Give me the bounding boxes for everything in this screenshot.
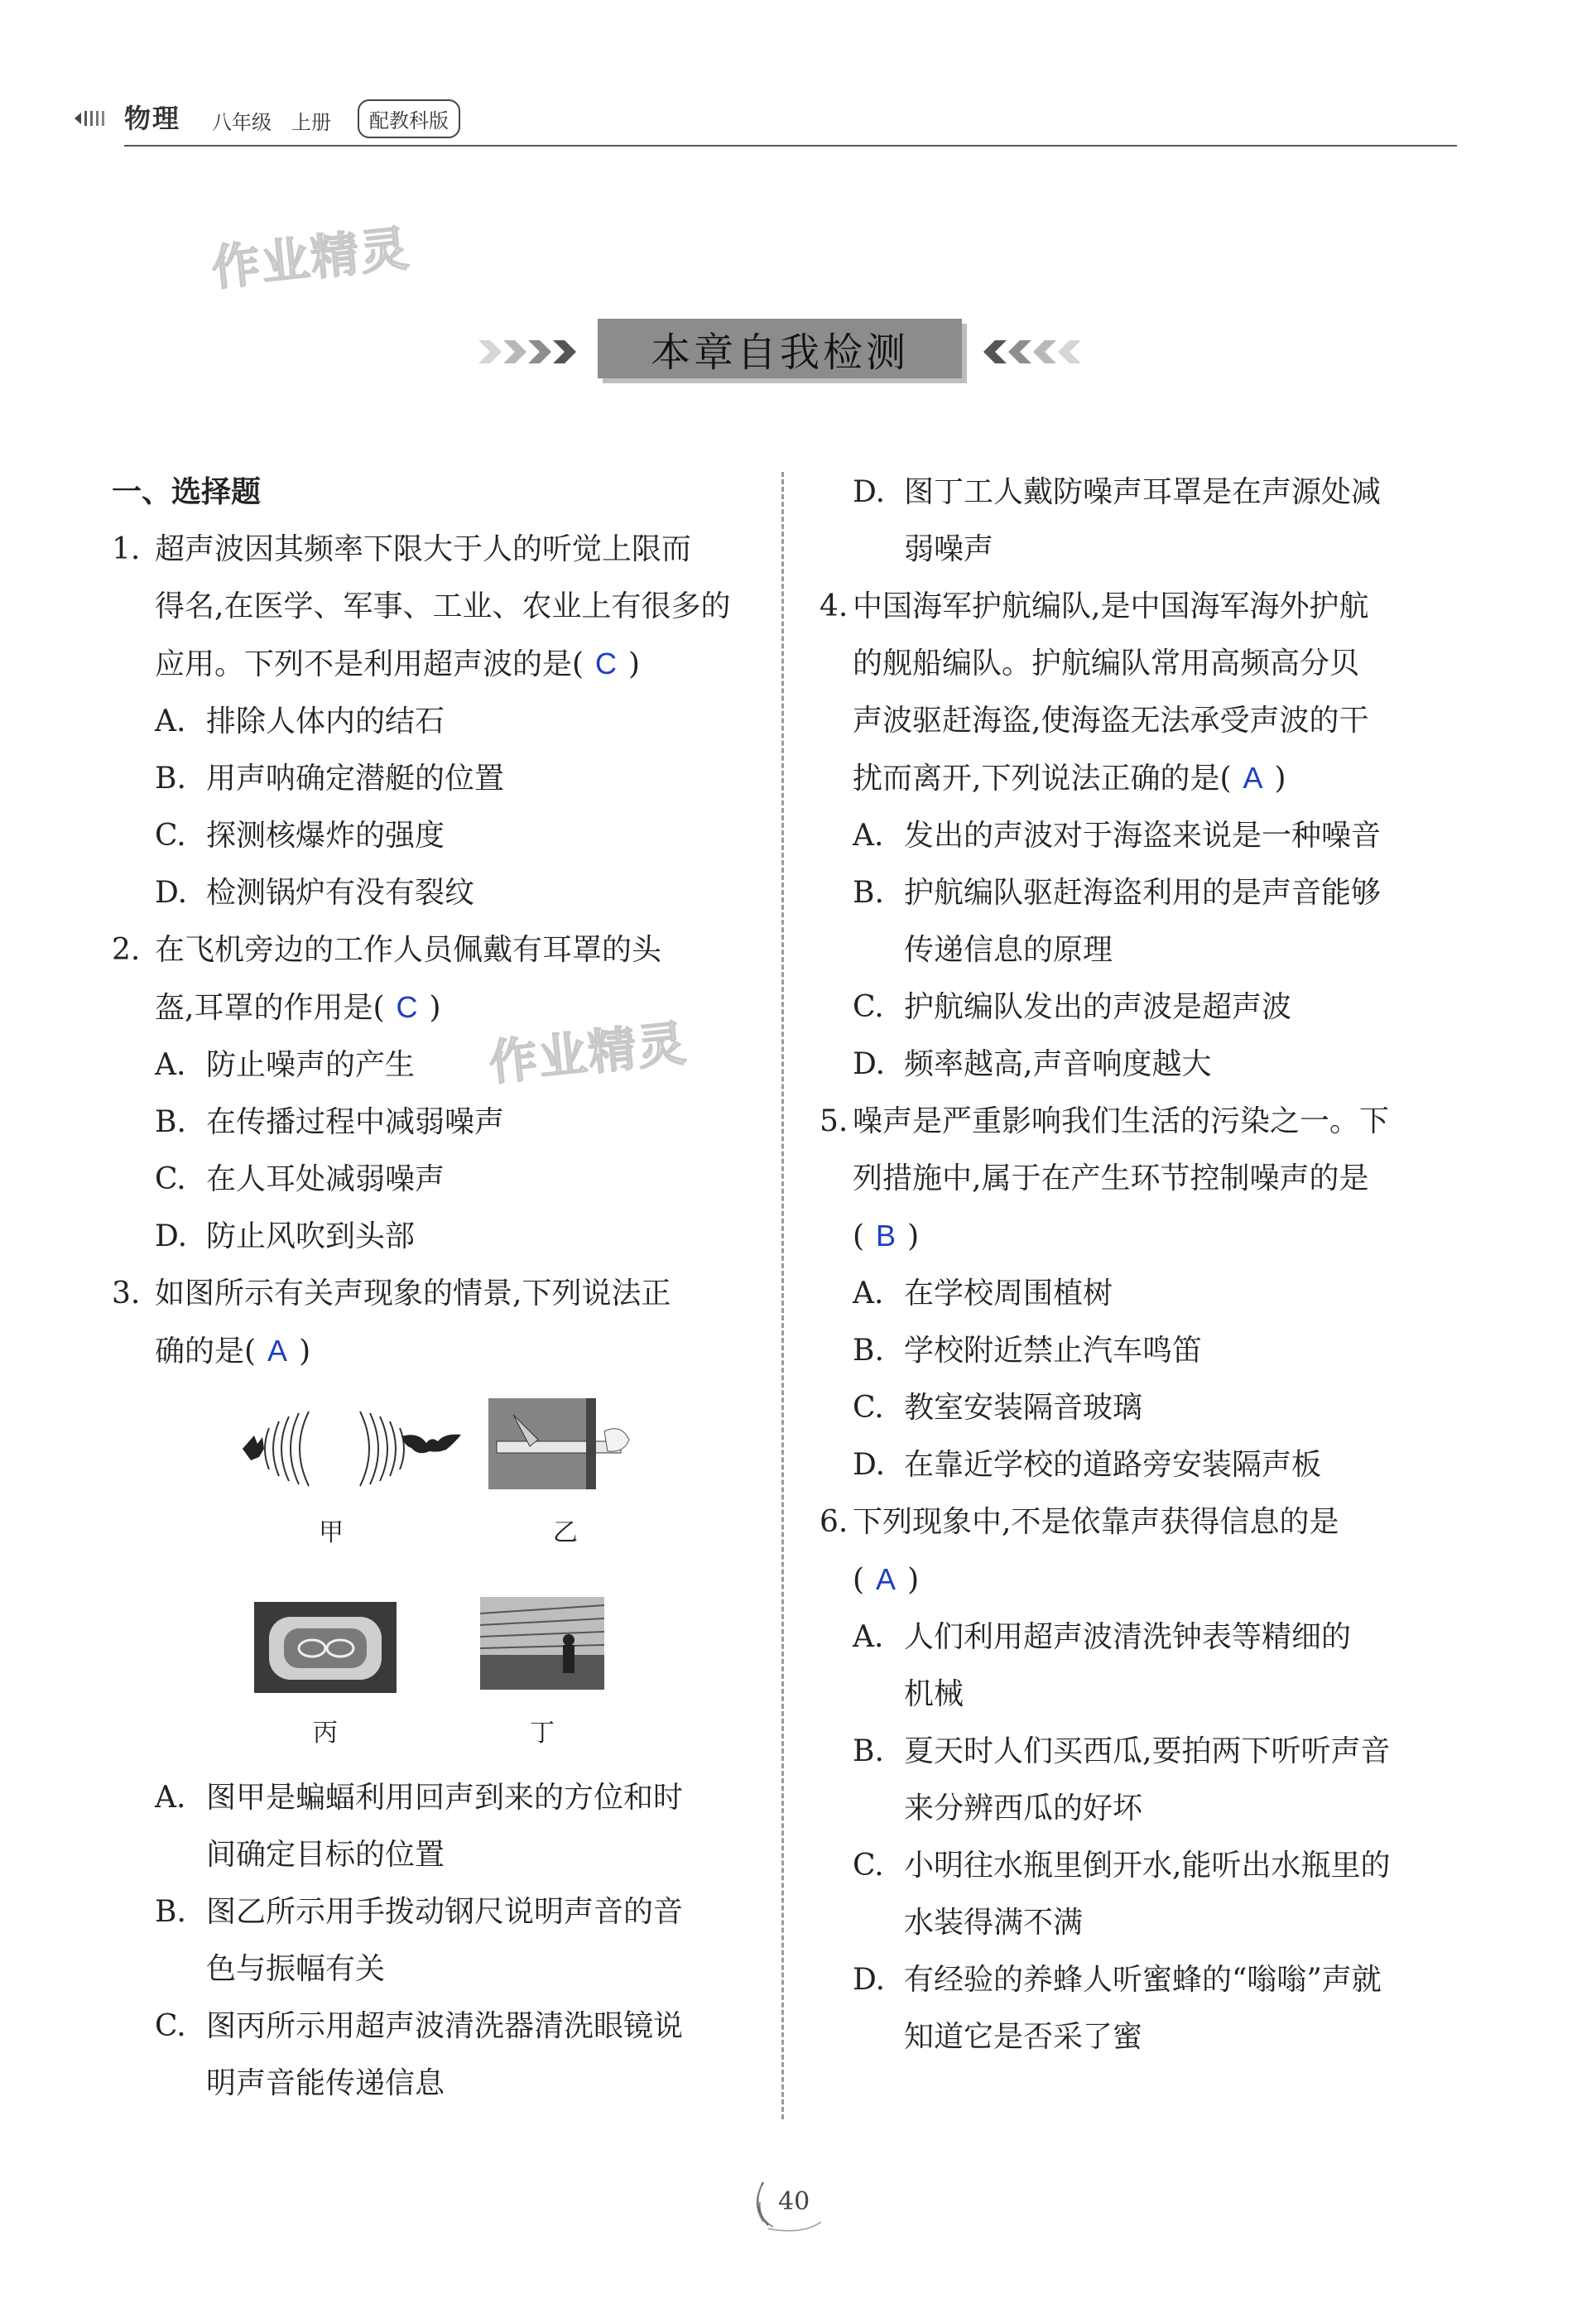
question-stem-line: ( — [853, 1219, 865, 1253]
option-text: 防止风吹到头部 — [206, 1219, 416, 1253]
question-3 — [112, 1265, 757, 1380]
option — [112, 1998, 757, 2112]
figure-caption: 乙 — [553, 1518, 578, 1547]
header-edition: 配教科版 — [358, 99, 460, 138]
header-grade: 八年级 — [212, 111, 272, 134]
option-text: 用声呐确定潜艇的位置 — [206, 762, 505, 796]
option-text: 小明往水瓶里倒开水,能听出水瓶里的 — [904, 1849, 1391, 1883]
option-text: 探测核爆炸的强度 — [206, 819, 445, 853]
option — [112, 1769, 757, 1883]
option-text: 色与振幅有关 — [206, 1952, 386, 1986]
question-5 — [820, 1093, 1482, 1265]
option-text: 夏天时人们买西瓜,要拍两下听听声音 — [904, 1734, 1391, 1768]
question-number: 2. — [112, 933, 141, 967]
answer-mark: C — [396, 990, 418, 1024]
option — [112, 1208, 757, 1265]
watermark: 作业精灵 — [486, 1014, 690, 1092]
option-label: C. — [155, 819, 186, 853]
option-label: A. — [853, 819, 884, 853]
question-number: 1. — [112, 532, 141, 566]
option — [853, 1265, 1482, 1322]
option-text: 频率越高,声音响度越大 — [904, 1047, 1212, 1081]
option — [112, 1036, 757, 1094]
option-text: 在人耳处减弱噪声 — [206, 1162, 445, 1196]
option-label: C. — [853, 1391, 884, 1425]
paren-close: ) — [628, 647, 641, 681]
option-text: 护航编队驱赶海盗利用的是声音能够 — [904, 876, 1382, 910]
option-text: 在传播过程中减弱噪声 — [206, 1105, 505, 1139]
option — [853, 979, 1482, 1036]
option-label: C. — [155, 1162, 186, 1196]
option-label: D. — [853, 1448, 886, 1482]
option-text: 防止噪声的产生 — [206, 1048, 416, 1082]
option-label: B. — [155, 762, 186, 796]
factory-worker-figure — [480, 1597, 604, 1690]
option-text: 学校附近禁止汽车鸣笛 — [904, 1334, 1203, 1368]
figure-caption: 丙 — [313, 1719, 338, 1748]
option — [853, 1436, 1482, 1493]
option-text: 明声音能传递信息 — [206, 2066, 445, 2100]
section-title: 一、选择题 — [112, 475, 262, 509]
question-stem-line: 应用。下列不是利用超声波的是( — [155, 647, 584, 681]
page-number: 40 — [778, 2187, 810, 2216]
option — [112, 864, 757, 921]
option — [112, 1094, 757, 1151]
question-stem-line: 中国海军护航编队,是中国海军海外护航 — [853, 589, 1369, 623]
question-stem-line: ( — [853, 1563, 865, 1597]
option — [853, 1322, 1482, 1379]
header-subject: 物理 — [124, 103, 181, 134]
option-text: 人们利用超声波清洗钟表等精细的 — [904, 1620, 1352, 1654]
option-text: 弱噪声 — [904, 532, 994, 566]
option — [853, 1723, 1482, 1837]
option — [853, 864, 1482, 979]
option-label: A. — [155, 705, 186, 738]
figure-group — [112, 1380, 757, 1769]
option-text: 机械 — [904, 1677, 964, 1711]
question-number: 6. — [820, 1505, 848, 1539]
option-text: 传递信息的原理 — [904, 933, 1113, 967]
figure-caption: 甲 — [319, 1518, 344, 1547]
option-label: D. — [155, 876, 188, 910]
question-stem-line: 在飞机旁边的工作人员佩戴有耳罩的头 — [155, 933, 662, 967]
option-label: A. — [853, 1277, 884, 1310]
option-label: D. — [853, 475, 886, 509]
option-label: B. — [853, 1334, 884, 1368]
header-rule — [124, 145, 1457, 147]
option — [853, 1609, 1482, 1723]
chevrons-left-icon — [982, 335, 1081, 368]
question-6 — [820, 1493, 1482, 1609]
option-label: C. — [853, 1849, 884, 1883]
option — [112, 807, 757, 864]
option — [853, 1837, 1482, 1951]
ultrasonic-cleaner-figure — [254, 1602, 397, 1693]
question-number: 5. — [820, 1104, 848, 1138]
option-text: 检测锅炉有没有裂纹 — [206, 876, 475, 910]
watermark: 作业精灵 — [209, 219, 413, 297]
answer-mark: A — [267, 1334, 288, 1368]
question-stem-line: 得名,在医学、军事、工业、农业上有很多的 — [155, 589, 731, 623]
option-label: B. — [155, 1105, 186, 1139]
option-label: B. — [853, 1734, 884, 1768]
question-stem-line: 超声波因其频率下限大于人的听觉上限而 — [155, 532, 692, 566]
question-number: 4. — [820, 589, 848, 623]
question-stem-line: 的舰船编队。护航编队常用高频高分贝 — [853, 647, 1360, 680]
question-stem-line: 声波驱赶海盗,使海盗无法承受声波的干 — [853, 704, 1369, 738]
chapter-banner — [598, 319, 962, 378]
option-label: A. — [853, 1620, 884, 1654]
figure-caption: 丁 — [530, 1719, 555, 1748]
paren-close: ) — [299, 1335, 311, 1368]
question-1 — [112, 521, 757, 693]
option-label: C. — [853, 990, 884, 1024]
option-text: 排除人体内的结石 — [206, 705, 445, 738]
left-column — [112, 464, 757, 2112]
question-stem-line: 确的是( — [155, 1335, 257, 1368]
question-stem-line: 列措施中,属于在产生环节控制噪声的是 — [853, 1161, 1369, 1195]
paren-close: ) — [1274, 762, 1286, 796]
option — [112, 693, 757, 750]
option-text: 知道它是否采了蜜 — [904, 2020, 1143, 2054]
option-text: 有经验的养蜂人听蜜蜂的“嗡嗡”声就 — [904, 1963, 1382, 1997]
question-4 — [820, 578, 1482, 807]
question-stem-line: 如图所示有关声现象的情景,下列说法正 — [155, 1277, 671, 1310]
option-text: 教室安装隔音玻璃 — [904, 1391, 1143, 1425]
option — [853, 1036, 1482, 1093]
option-text: 图甲是蝙蝠利用回声到来的方位和时 — [206, 1781, 684, 1815]
option-label: A. — [155, 1781, 186, 1815]
question-number: 3. — [112, 1277, 141, 1310]
question-stem-line: 下列现象中,不是依靠声获得信息的是 — [853, 1505, 1339, 1539]
option-label: A. — [155, 1048, 186, 1082]
header-ornament-icon — [73, 106, 109, 131]
option — [853, 1379, 1482, 1436]
header-book: 上册 — [291, 111, 331, 134]
option-label: D. — [155, 1219, 188, 1253]
option-text: 间确定目标的位置 — [206, 1838, 445, 1872]
option — [112, 1883, 757, 1998]
paren-close: ) — [907, 1219, 920, 1253]
option — [853, 807, 1482, 864]
column-divider — [781, 472, 784, 2119]
option-label: B. — [155, 1895, 186, 1929]
option-text: 图乙所示用手拨动钢尺说明声音的音 — [206, 1895, 684, 1929]
option-text: 图丙所示用超声波清洗器清洗眼镜说 — [206, 2009, 684, 2043]
bat-echolocation-figure — [236, 1403, 464, 1494]
option-text: 护航编队发出的声波是超声波 — [904, 990, 1292, 1024]
option-label: D. — [853, 1047, 886, 1081]
paren-close: ) — [429, 991, 441, 1025]
option-text: 水装得满不满 — [904, 1906, 1084, 1940]
option-label: B. — [853, 876, 884, 910]
chevrons-right-icon — [478, 335, 578, 368]
question-stem-line: 扰而离开,下列说法正确的是( — [853, 762, 1232, 796]
option — [112, 750, 757, 807]
option — [853, 464, 1482, 578]
answer-mark: A — [876, 1562, 897, 1596]
paren-close: ) — [907, 1563, 920, 1597]
banner-title: 本章自我检测 — [650, 329, 909, 376]
option-text: 来分辨西瓜的好坏 — [904, 1791, 1143, 1825]
option-text: 发出的声波对于海盗来说是一种噪音 — [904, 819, 1382, 853]
answer-mark: B — [876, 1219, 897, 1253]
answer-mark: C — [595, 647, 618, 680]
option — [112, 1151, 757, 1208]
answer-mark: A — [1243, 761, 1263, 795]
question-stem-line: 盔,耳罩的作用是( — [155, 991, 385, 1025]
question-stem-line: 噪声是严重影响我们生活的污染之一。下 — [853, 1104, 1390, 1138]
option-text: 在学校周围植树 — [904, 1277, 1113, 1310]
option-label: D. — [853, 1963, 886, 1997]
option-label: C. — [155, 2009, 186, 2043]
option-text: 在靠近学校的道路旁安装隔声板 — [904, 1448, 1322, 1482]
ruler-figure — [488, 1398, 633, 1489]
question-2 — [112, 921, 757, 1036]
right-column — [820, 464, 1482, 2066]
option-text: 图丁工人戴防噪声耳罩是在声源处减 — [904, 475, 1382, 509]
option — [853, 1951, 1482, 2066]
